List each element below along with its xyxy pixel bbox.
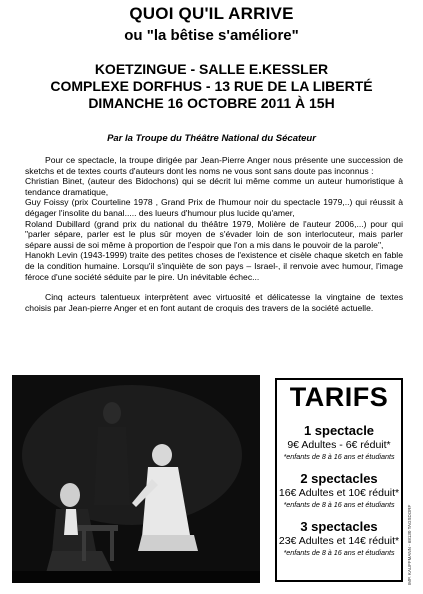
tier-1-price: 9€ Adultes - 6€ réduit*	[287, 439, 391, 451]
show-subtitle: ou "la bêtise s'améliore"	[124, 27, 299, 44]
tier-2-price: 16€ Adultes et 10€ réduit*	[278, 487, 400, 499]
show-title: QUOI QU'IL ARRIVE	[129, 4, 294, 23]
description-text	[25, 155, 403, 313]
venue-line-address: COMPLEXE DORFHUS - 13 RUE DE LA LIBERTÉ	[50, 78, 373, 94]
tier-3-note: *enfants de 8 à 16 ans et étudiants	[283, 548, 395, 557]
tier-3-name: 3 spectacles	[300, 519, 378, 534]
tier-3-price: 23€ Adultes et 14€ réduit*	[278, 535, 400, 547]
stage-photo	[12, 375, 260, 583]
tier-1-name: 1 spectacle	[303, 423, 375, 438]
printer-imprint: IMP. KAUFFMANN - 68130 TAGSDORF	[407, 504, 412, 585]
author-binet: Christian Binet, (auteur des Bidochons) qui se décrit lui même comme un auteur humoristique à tendance dramatique,	[25, 176, 403, 197]
tarifs-box	[275, 378, 403, 582]
closing-paragraph: Cinq acteurs talentueux interprètent avec virtuosité et délicatesse la vingtaine de textes choisis par Jean-pierre Anger et en font autant de croquis des travers de la société actuelle.	[25, 292, 403, 313]
tier-2-name: 2 spectacles	[300, 471, 378, 486]
tier-2-note: *enfants de 8 à 16 ans et étudiants	[283, 500, 395, 509]
tarifs-title: TARIFS	[289, 382, 389, 412]
venue-line-hall: KOETZINGUE - SALLE E.KESSLER	[94, 61, 329, 77]
troupe-credit: Par la Troupe du Théâtre National du Sécateur	[107, 133, 316, 144]
intro-paragraph: Pour ce spectacle, la troupe dirigée par Jean-Pierre Anger nous présente une succession de sketchs et de textes courts d'auteurs dont les noms ne vous sont sans doute pas inconnus :	[25, 155, 403, 176]
author-foissy: Guy Foissy (prix Courteline 1978 , Grand Prix de l'humour noir du spectacle 1979,..) qui réussit à dégager l'insolite du banal..... des lueurs d'humour plus lucide qu'amer,	[25, 197, 403, 218]
author-levin: Hanokh Levin (1943-1999) traite des petites choses de l'existence et cisèle chaque sketch en fable de la condition humaine. Lorsqu'il s'inquiète de son pays – Israel-, il renvoie avec humour, l'image féroce d'une société séduite par le pire. Un inévitable échec...	[25, 250, 403, 282]
tier-1-note: *enfants de 8 à 16 ans et étudiants	[283, 452, 395, 461]
venue-line-date: DIMANCHE 16 OCTOBRE 2011 À 15H	[88, 95, 335, 111]
author-dubillard: Roland Dubillard (grand prix du national du théâtre 1979, Molière de l'auteur 2006,...) pour qui "parler sépare, parler est le plus sûr moyen de s'évader loin de son interlocuteur, mais parler sépare aussi de soi même à proportion de l'espoir que l'on a mis dans le pouvoir de la parole",	[25, 218, 403, 250]
